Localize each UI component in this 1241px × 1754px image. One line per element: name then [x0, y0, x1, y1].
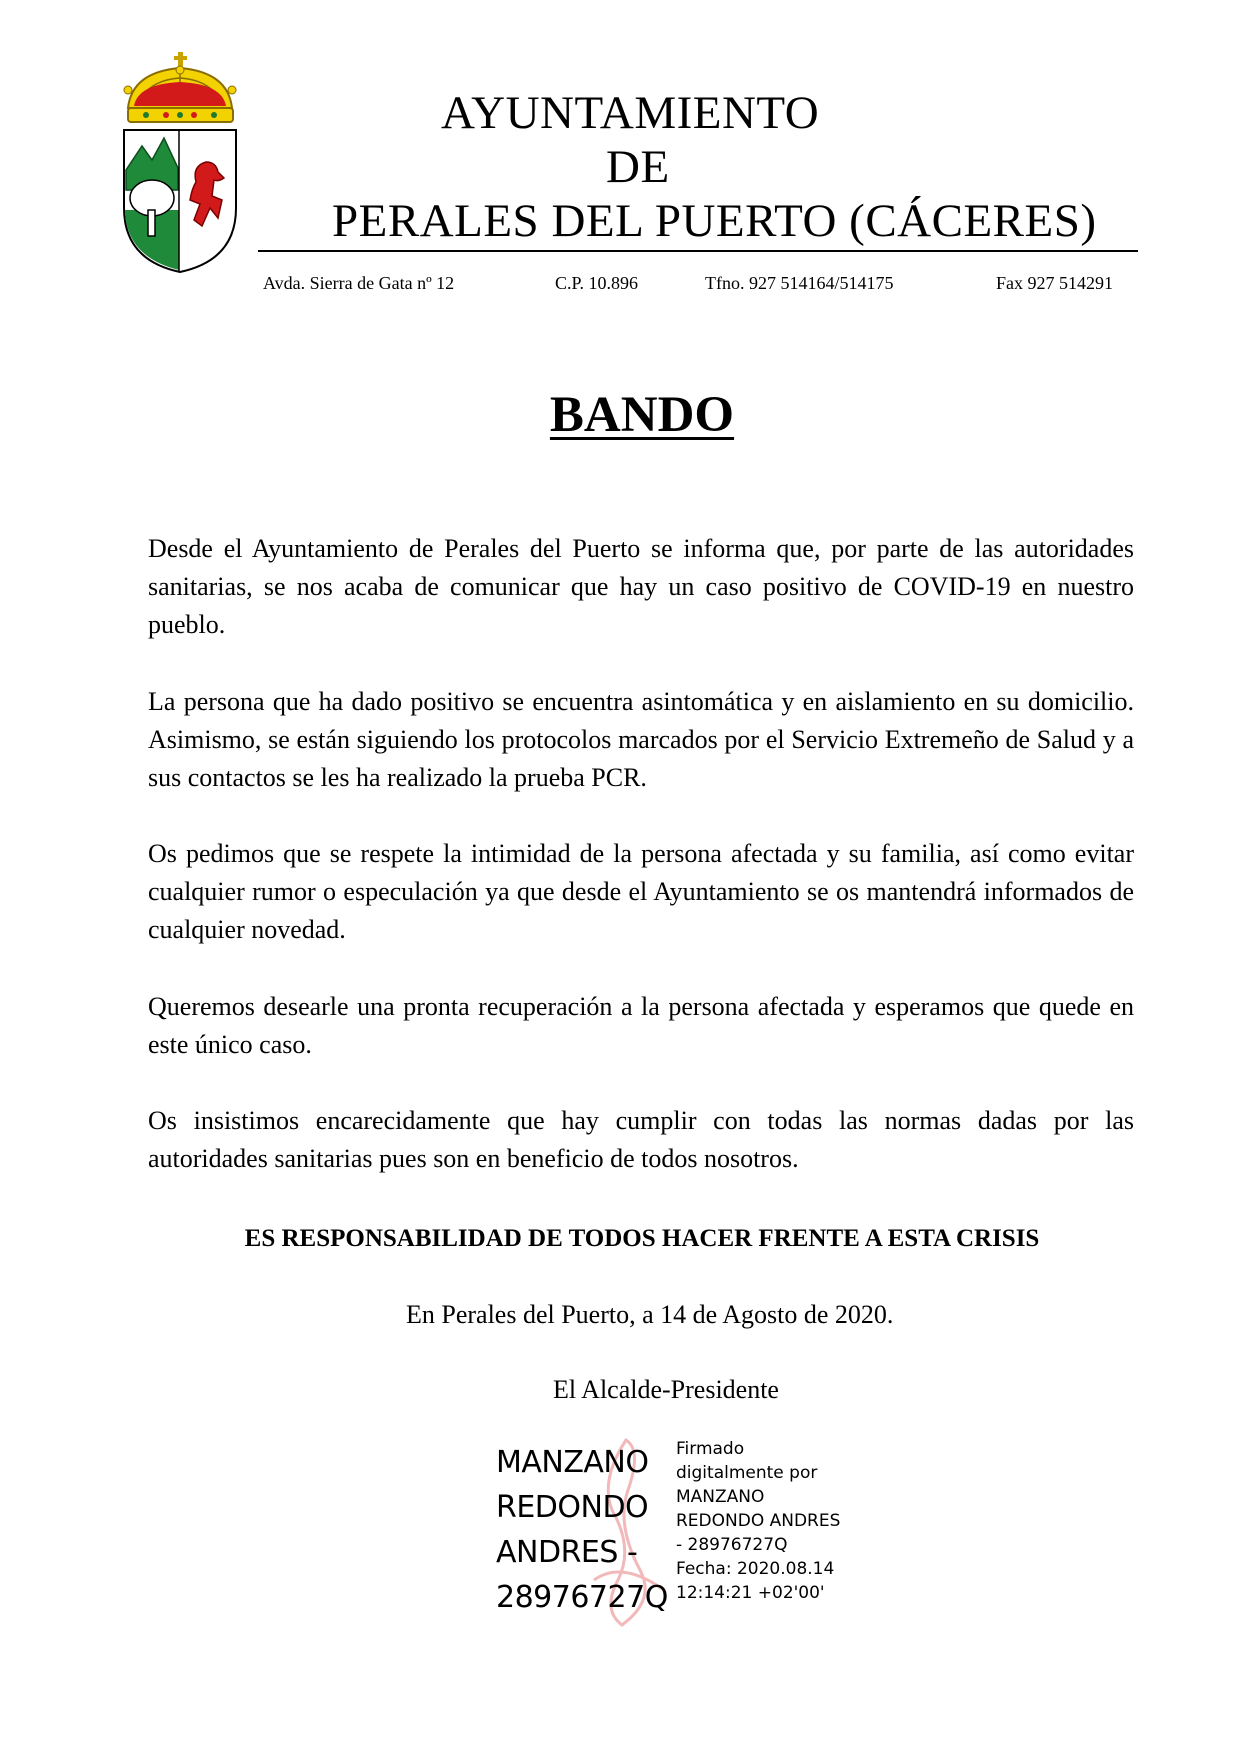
header-line-3: PERALES DEL PUERTO (CÁCERES) — [332, 195, 1097, 247]
signature-name-line: MANZANO — [496, 1445, 649, 1480]
signature-detail-line: Firmado — [676, 1439, 745, 1459]
place-and-date: En Perales del Puerto, a 14 de Agosto de 2020. — [406, 1300, 894, 1329]
signature-detail-line: 12:14:21 +02'00' — [676, 1583, 825, 1603]
body-paragraph-3: Os pedimos que se respete la intimidad de la persona afectada y su familia, así como evitar cualquier rumor o especulación ya que desde el Ayuntamiento se os mantendrá informados de cualquier novedad. — [148, 839, 1134, 944]
contact-phone: Tfno. 927 514164/514175 — [705, 273, 894, 293]
body-paragraph-5: Os insistimos encarecidamente que hay cumplir con todas las normas dadas por las autoridades sanitarias pues son en beneficio de todos nosotros. — [148, 1106, 1134, 1173]
body-paragraph-2: La persona que ha dado positivo se encuentra asintomática y en aislamiento en su domicilio. Asimismo, se están siguiendo los protocolos marcados por el Servicio Extremeño de Salud y a sus contactos se les ha realizado la prueba PCR. — [148, 687, 1134, 792]
contact-address: Avda. Sierra de Gata nº 12 — [263, 273, 455, 293]
signature-name-line: REDONDO — [496, 1490, 649, 1525]
municipal-coat-of-arms-icon — [118, 50, 243, 290]
signature-details — [676, 1437, 840, 1605]
signature-name — [496, 1440, 668, 1620]
signer-role: El Alcalde-Presidente — [553, 1375, 779, 1404]
signature-detail-line: REDONDO ANDRES — [676, 1511, 841, 1531]
document-title: BANDO — [549, 387, 735, 443]
signature-name-line: ANDRES - — [496, 1535, 638, 1570]
signature-detail-line: MANZANO — [676, 1487, 765, 1507]
body-paragraph-1: Desde el Ayuntamiento de Perales del Puerto se informa que, por parte de las autoridades sanitarias, se nos acaba de comunicar que hay un caso positivo de COVID-19 en nuestro pueblo. — [148, 534, 1134, 639]
header-line-1: AYUNTAMIENTO — [441, 87, 820, 139]
closing-motto: ES RESPONSABILIDAD DE TODOS HACER FRENTE A ESTA CRISIS — [244, 1225, 1040, 1252]
signature-detail-line: Fecha: 2020.08.14 — [676, 1559, 835, 1579]
signature-detail-line: digitalmente por — [676, 1463, 818, 1483]
signature-detail-line: - 28976727Q — [676, 1535, 788, 1555]
body-paragraph-4: Queremos desearle una pronta recuperación a la persona afectada y esperamos que quede en este único caso. — [148, 992, 1134, 1059]
contact-postal-code: C.P. 10.896 — [555, 273, 639, 293]
signature-name-line: 28976727Q — [496, 1580, 668, 1615]
header-line-2: DE — [606, 141, 670, 193]
header-rule — [258, 250, 1138, 252]
contact-fax: Fax 927 514291 — [996, 273, 1113, 293]
